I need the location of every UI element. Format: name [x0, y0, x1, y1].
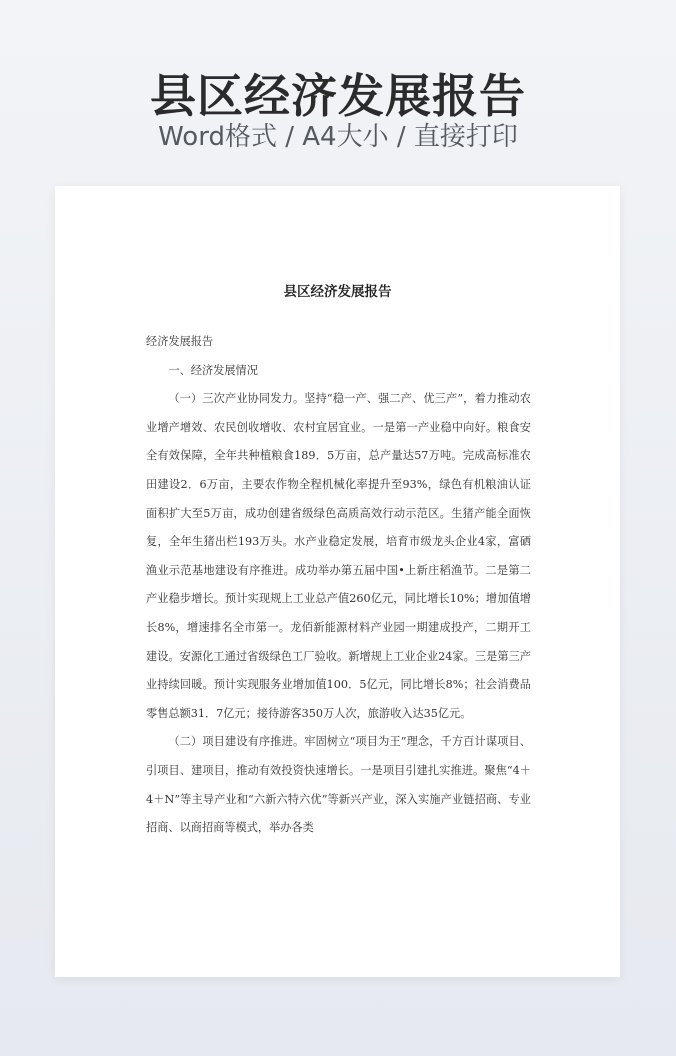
document-title: 县区经济发展报告	[283, 284, 392, 300]
paragraph-industry: （一）三次产业协同发力。坚持“稳一产、强二产、优三产”，着力推动农业增产增效、农民创收增收、农村宜居宜业。一是第一产业稳中向好。粮食安全有效保障，全年共种植粮食189．5万亩，总产量达57万吨。完成高标准农田建设2．6万亩，主要农作物全程机械化率提升至93%，绿色有机粮油认证面积扩大至5万亩，成功创建省级绿色高质高效行动示范区。生猪产能全面恢复，全年生猪出栏193万头。水产业稳定发展，培育市级龙头企业4家，富硒渔业示范基地建设有序推进。成功举办第五届中国•上新庄稻渔节。二是第二产业稳步增长。预计实现规上工业总产值260亿元，同比增长10%；增加值增长8%，增速排名全市第一。龙佰新能源材料产业园一期建成投产，二期开工建设。安源化工通过省级绿色工厂验收。新增规上工业企业24家。三是第三产业持续回暖。预计实现服务业增加值100．5亿元，同比增长8%；社会消费品零售总额31．7亿元；接待游客350万人次，旅游收入达35亿元。	[146, 392, 531, 720]
document-label: 经济发展报告	[146, 335, 214, 348]
section-heading: 一、经济发展情况	[168, 363, 258, 377]
paragraph-projects: （二）项目建设有序推进。牢固树立“项目为王”理念，千方百计谋项目、引项目、建项目，推动有效投资快速增长。一是项目引建扎实推进。聚焦“4＋4＋N”等主导产业和“六新六特六优”等新兴产业，深入实施产业链招商、专业招商、以商招商等模式，举办各类	[146, 735, 531, 835]
document-body	[146, 328, 531, 843]
document-page	[55, 186, 620, 977]
banner-title: 县区经济发展报告	[150, 69, 526, 123]
banner-subtitle: Word格式 / A4大小 / 直接打印	[158, 122, 518, 152]
